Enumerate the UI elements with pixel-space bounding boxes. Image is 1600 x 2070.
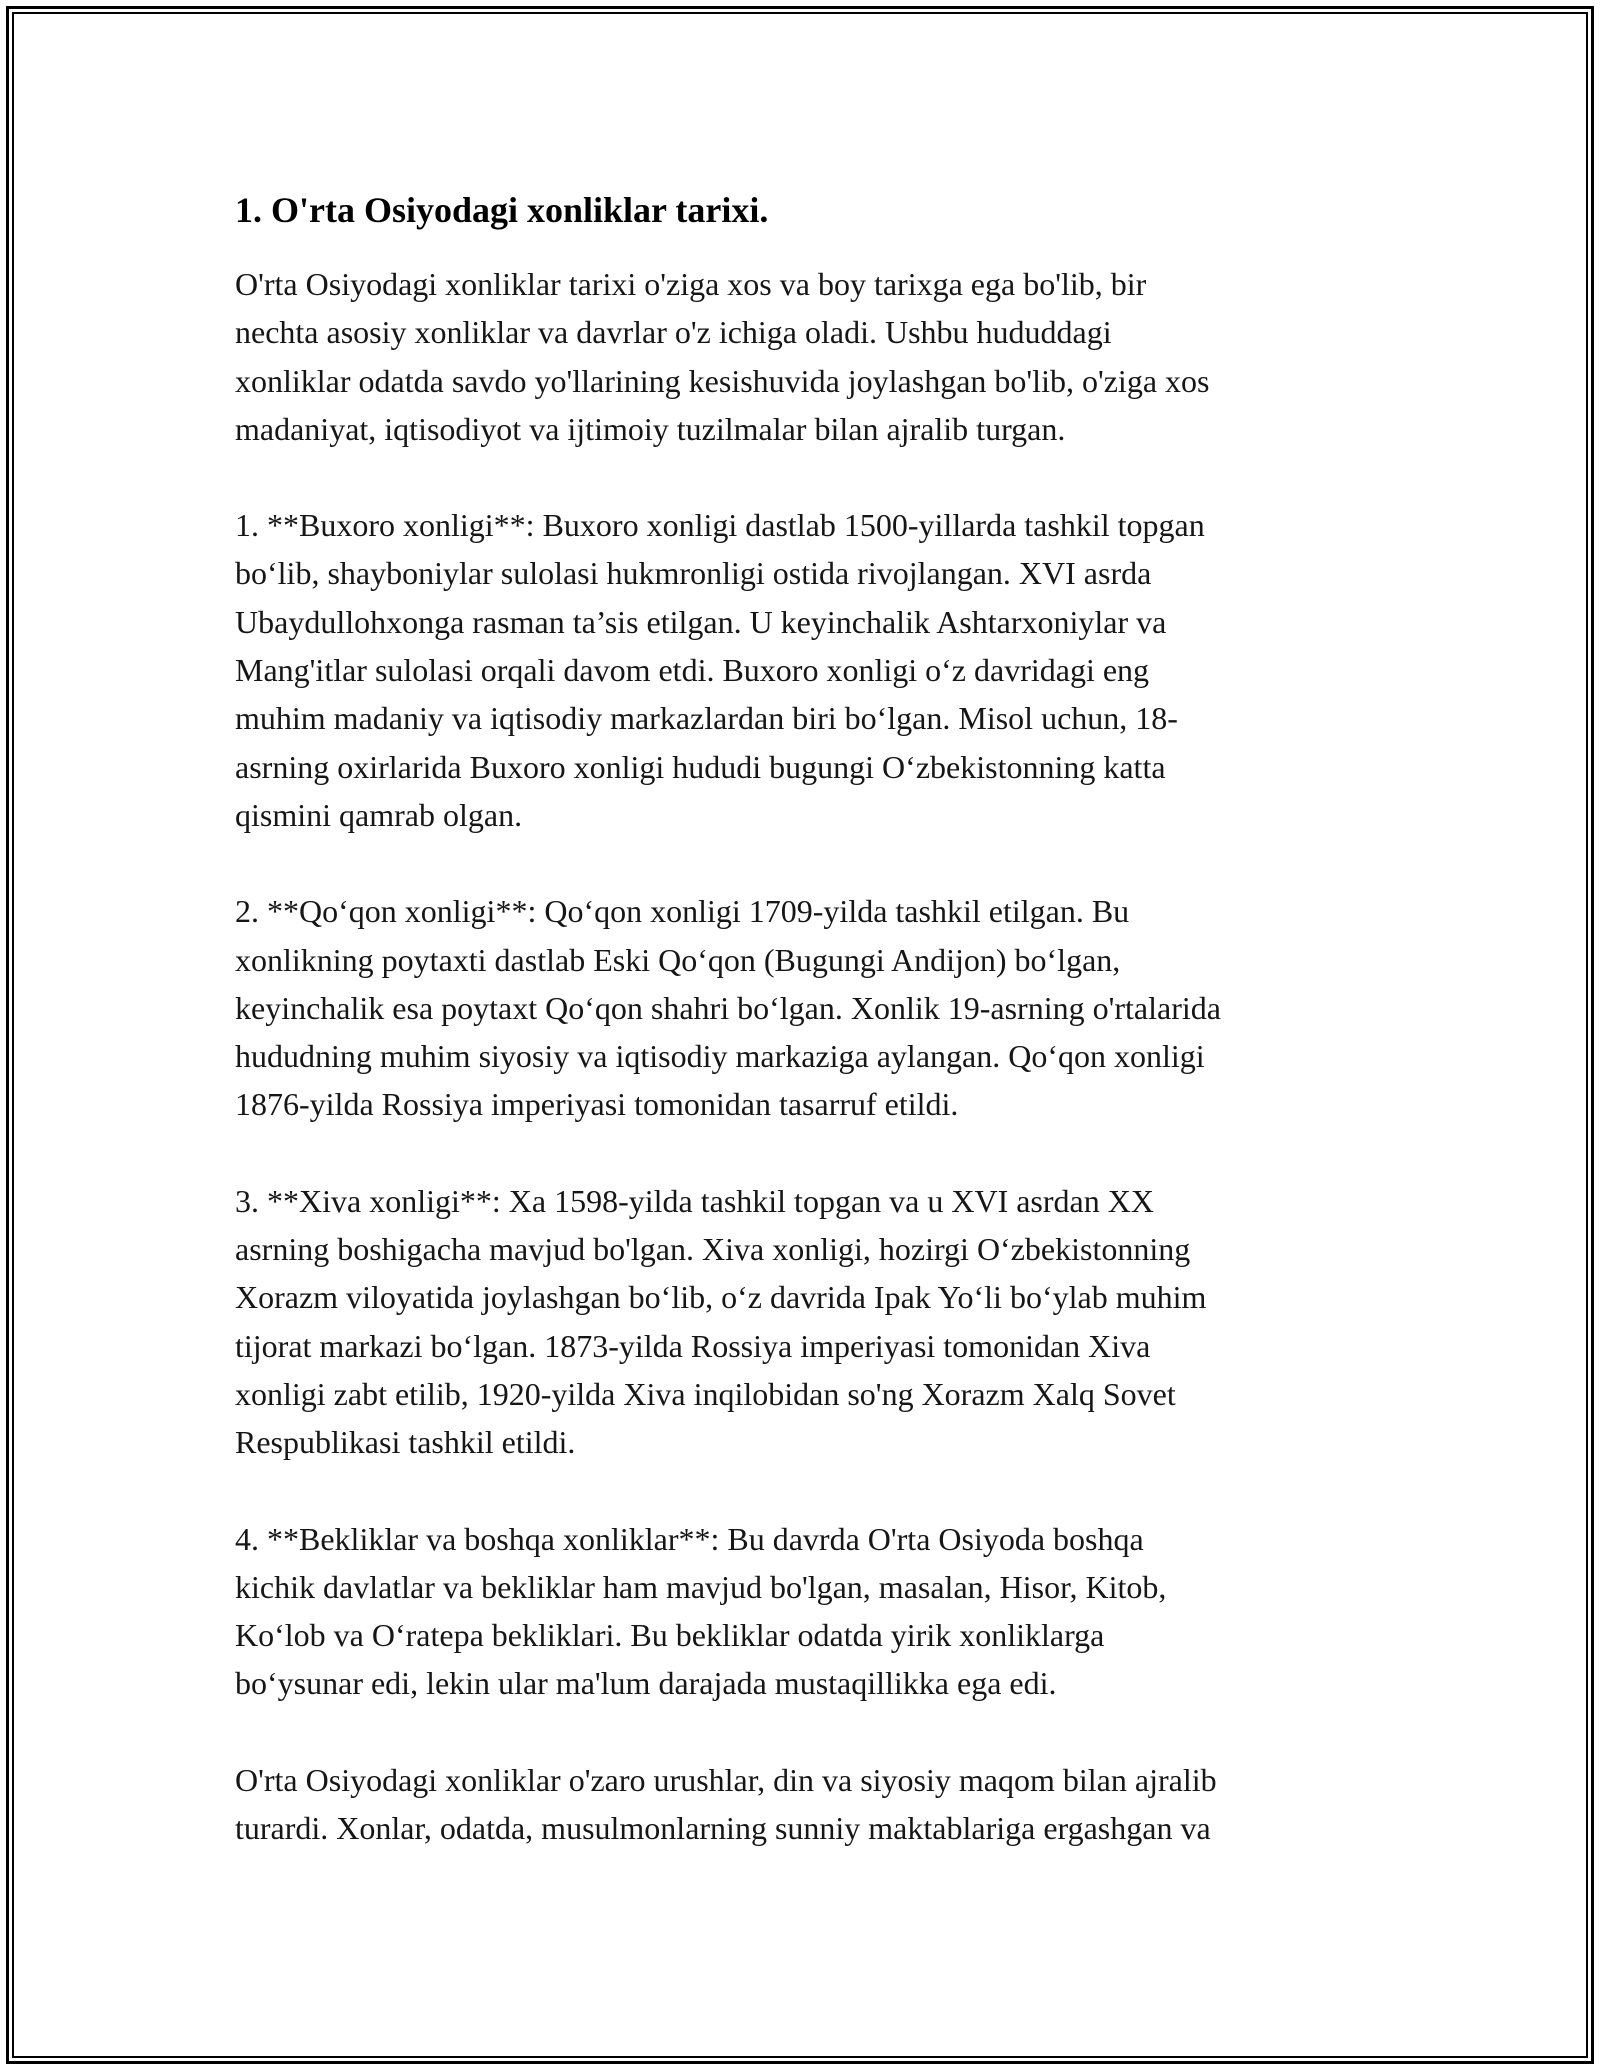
- closing-paragraph: O'rta Osiyodagi xonliklar o'zaro urushlar, din va siyosiy maqom bilan ajralib turardi. Xonlar, odatda, musulmonlarning sunniy maktablariga ergashgan va: [235, 1761, 1217, 1847]
- intro-paragraph: O'rta Osiyodagi xonliklar tarixi o'ziga xos va boy tarixga ega bo'lib, bir nechta asosiy xonliklar va davrlar o'z ichiga oladi. Ushbu hududdagi xonliklar odatda savdo yo'llarining kesishuvida joylashgan bo'lib, o'ziga xos madaniyat, iqtisodiyot va ijtimoiy tuzilmalar bilan ajralib turgan.: [235, 266, 1210, 447]
- document-body: [235, 186, 1375, 1852]
- document-title: 1. O'rta Osiyodagi xonliklar tarixi.: [235, 190, 769, 230]
- xiva-paragraph: 3. **Xiva xonligi**: Xa 1598-yilda tashkil topgan va u XVI asrdan XX asrning boshigacha mavjud bo'lgan. Xiva xonligi, hozirgi O‘zbekistonning Xorazm viloyatida joylashgan bo‘lib, o‘z davrida Ipak Yo‘li bo‘ylab muhim tijorat markazi bo‘lgan. 1873-yilda Rossiya imperiyasi tomonidan Xiva xonligi zabt etilib, 1920-yilda Xiva inqilobidan so'ng Xorazm Xalq Sovet Respublikasi tashkil etildi.: [235, 1182, 1207, 1461]
- buxoro-paragraph: 1. **Buxoro xonligi**: Buxoro xonligi dastlab 1500-yillarda tashkil topgan bo‘lib, shayboniylar sulolasi hukmronligi ostida rivojlangan. XVI asrda Ubaydullohxonga rasman ta’sis etilgan. U keyinchalik Ashtarxoniylar va Mang'itlar sulolasi orqali davom etdi. Buxoro xonligi o‘z davridagi eng muhim madaniy va iqtisodiy markazlardan biri bo‘lgan. Misol uchun, 18- asrning oxirlarida Buxoro xonligi hududi bugungi O‘zbekistonning katta qismini qamrab olgan.: [235, 507, 1205, 833]
- qoqon-paragraph: 2. **Qo‘qon xonligi**: Qo‘qon xonligi 1709-yilda tashkil etilgan. Bu xonlikning poytaxti dastlab Eski Qo‘qon (Bugungi Andijon) bo‘lgan, keyinchalik esa poytaxt Qo‘qon shahri bo‘lgan. Xonlik 19-asrning o'rtalarida hududning muhim siyosiy va iqtisodiy markaziga aylangan. Qo‘qon xonligi 1876-yilda Rossiya imperiyasi tomonidan tasarruf etildi.: [235, 893, 1221, 1123]
- bekliklar-paragraph: 4. **Bekliklar va boshqa xonliklar**: Bu davrda O'rta Osiyoda boshqa kichik davlatlar va bekliklar ham mavjud bo'lgan, masalan, Hisor, Kitob, Ko‘lob va O‘ratepa bekliklari. Bu bekliklar odatda yirik xonliklarga bo‘ysunar edi, lekin ular ma'lum darajada mustaqillikka ega edi.: [235, 1520, 1167, 1702]
